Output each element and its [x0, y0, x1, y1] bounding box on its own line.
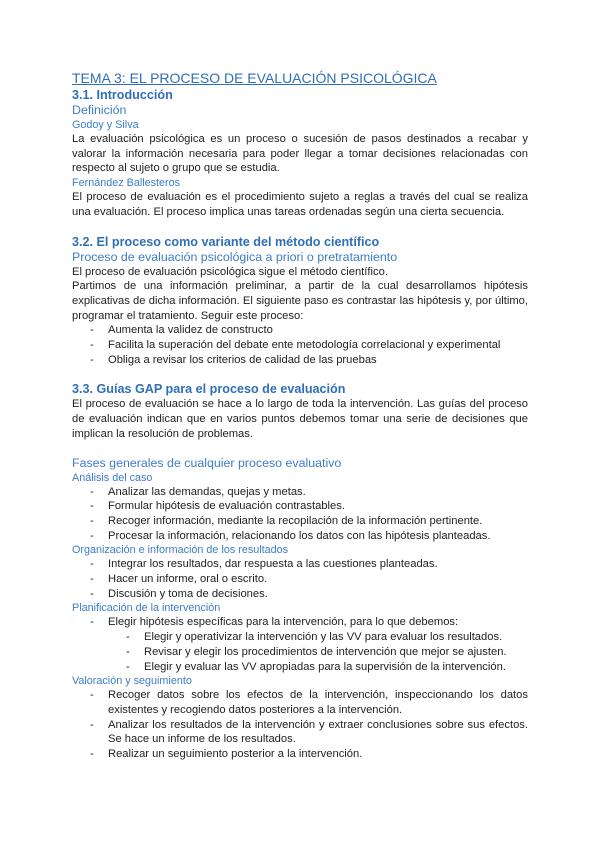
list-item: - Aumenta la validez de constructo	[72, 323, 528, 338]
paragraph-partimos: Partimos de una información preliminar, a partir de la cual desarrollamos hipótesis explicativas de dicha información. El siguiente paso es contrastar las hipótesis y, por último, programar el tratamiento. Seguir este proceso:	[72, 280, 528, 322]
section-heading-introduccion: 3.1. Introducción	[72, 88, 173, 102]
document-page	[72, 70, 528, 762]
list-item: - Integrar los resultados, dar respuesta a las cuestiones planteadas.	[72, 557, 528, 572]
paragraph-definition-fernandez: El proceso de evaluación es el procedimiento sujeto a reglas a través del cual se realiza una evaluación. El proceso implica unas tareas ordenadas según una cierta secuencia.	[72, 191, 528, 218]
phase-label-valoracion: Valoración y seguimiento	[72, 675, 192, 688]
list-item: - Procesar la información, relacionando los datos con las hipótesis planteadas.	[72, 529, 528, 544]
list-item: - Facilita la superación del debate ente metodología correlacional y experimental	[72, 338, 528, 353]
list-item: - Formular hipótesis de evaluación contrastables.	[72, 499, 528, 514]
list-analisis	[72, 485, 528, 544]
phase-label-planificacion: Planificación de la intervención	[72, 602, 221, 615]
phase-label-organizacion: Organización e información de los resultados	[72, 544, 289, 557]
list-item: - Analizar los resultados de la intervención y extraer conclusiones sobre sus efectos. Se hace un informe de los resultados.	[72, 718, 528, 747]
list-ventajas	[72, 323, 528, 367]
list-item: - Recoger información, mediante la recopilación de la información pertinente.	[72, 514, 528, 529]
list-item: - Elegir y evaluar las VV apropiadas para la supervisión de la intervención.	[72, 660, 528, 675]
sublist-planificacion	[72, 630, 528, 674]
list-item: - Realizar un seguimiento posterior a la intervención.	[72, 747, 528, 762]
list-item: - Analizar las demandas, quejas y metas.	[72, 485, 528, 500]
section-heading-metodo-cientifico: 3.2. El proceso como variante del método científico	[72, 234, 380, 249]
list-item: - Hacer un informe, oral o escrito.	[72, 572, 528, 587]
document-title: TEMA 3: EL PROCESO DE EVALUACIÓN PSICOLÓGICA	[72, 70, 437, 86]
phase-label-analisis: Análisis del caso	[72, 471, 153, 484]
section-heading-guias-gap: 3.3. Guías GAP para el proceso de evaluación	[72, 382, 346, 397]
list-item: - Obliga a revisar los criterios de calidad de las pruebas	[72, 353, 528, 368]
list-item: - Revisar y elegir los procedimientos de intervención que mejor se ajusten.	[72, 645, 528, 660]
subheading-fases: Fases generales de cualquier proceso evaluativo	[72, 455, 342, 470]
author-godoy-silva: Godoy y Silva	[72, 119, 139, 131]
paragraph-metodo: El proceso de evaluación psicológica sigue el método científico.	[72, 265, 388, 278]
list-item: - Elegir hipótesis específicas para la intervención, para lo que debemos:	[72, 615, 528, 630]
author-fernandez-ballesteros: Fernández Ballesteros	[72, 177, 181, 190]
list-organizacion	[72, 557, 528, 601]
paragraph-definition-godoy: La evaluación psicológica es un proceso o sucesión de pasos destinados a recabar y valorar la información necesaria para poder llegar a tomar decisiones relacionadas con respecto al sujeto o grupo que se estudia.	[72, 133, 528, 175]
subheading-pretratamiento: Proceso de evaluación psicológica a priori o pretratamiento	[72, 249, 398, 264]
list-planificacion	[72, 615, 528, 630]
list-item: - Discusión y toma de decisiones.	[72, 587, 528, 602]
paragraph-guias: El proceso de evaluación se hace a lo largo de toda la intervención. Las guías del proceso de evaluación indican que en varios puntos debemos tomar una serie de decisiones que implican la resolución de problemas.	[72, 398, 528, 440]
list-item: - Recoger datos sobre los efectos de la intervención, inspeccionando los datos existentes y recogiendo datos posteriores a la intervención.	[72, 688, 528, 717]
list-valoracion	[72, 688, 528, 762]
subheading-definicion: Definición	[72, 103, 127, 117]
list-item: - Elegir y operativizar la intervención y las VV para evaluar los resultados.	[72, 630, 528, 645]
